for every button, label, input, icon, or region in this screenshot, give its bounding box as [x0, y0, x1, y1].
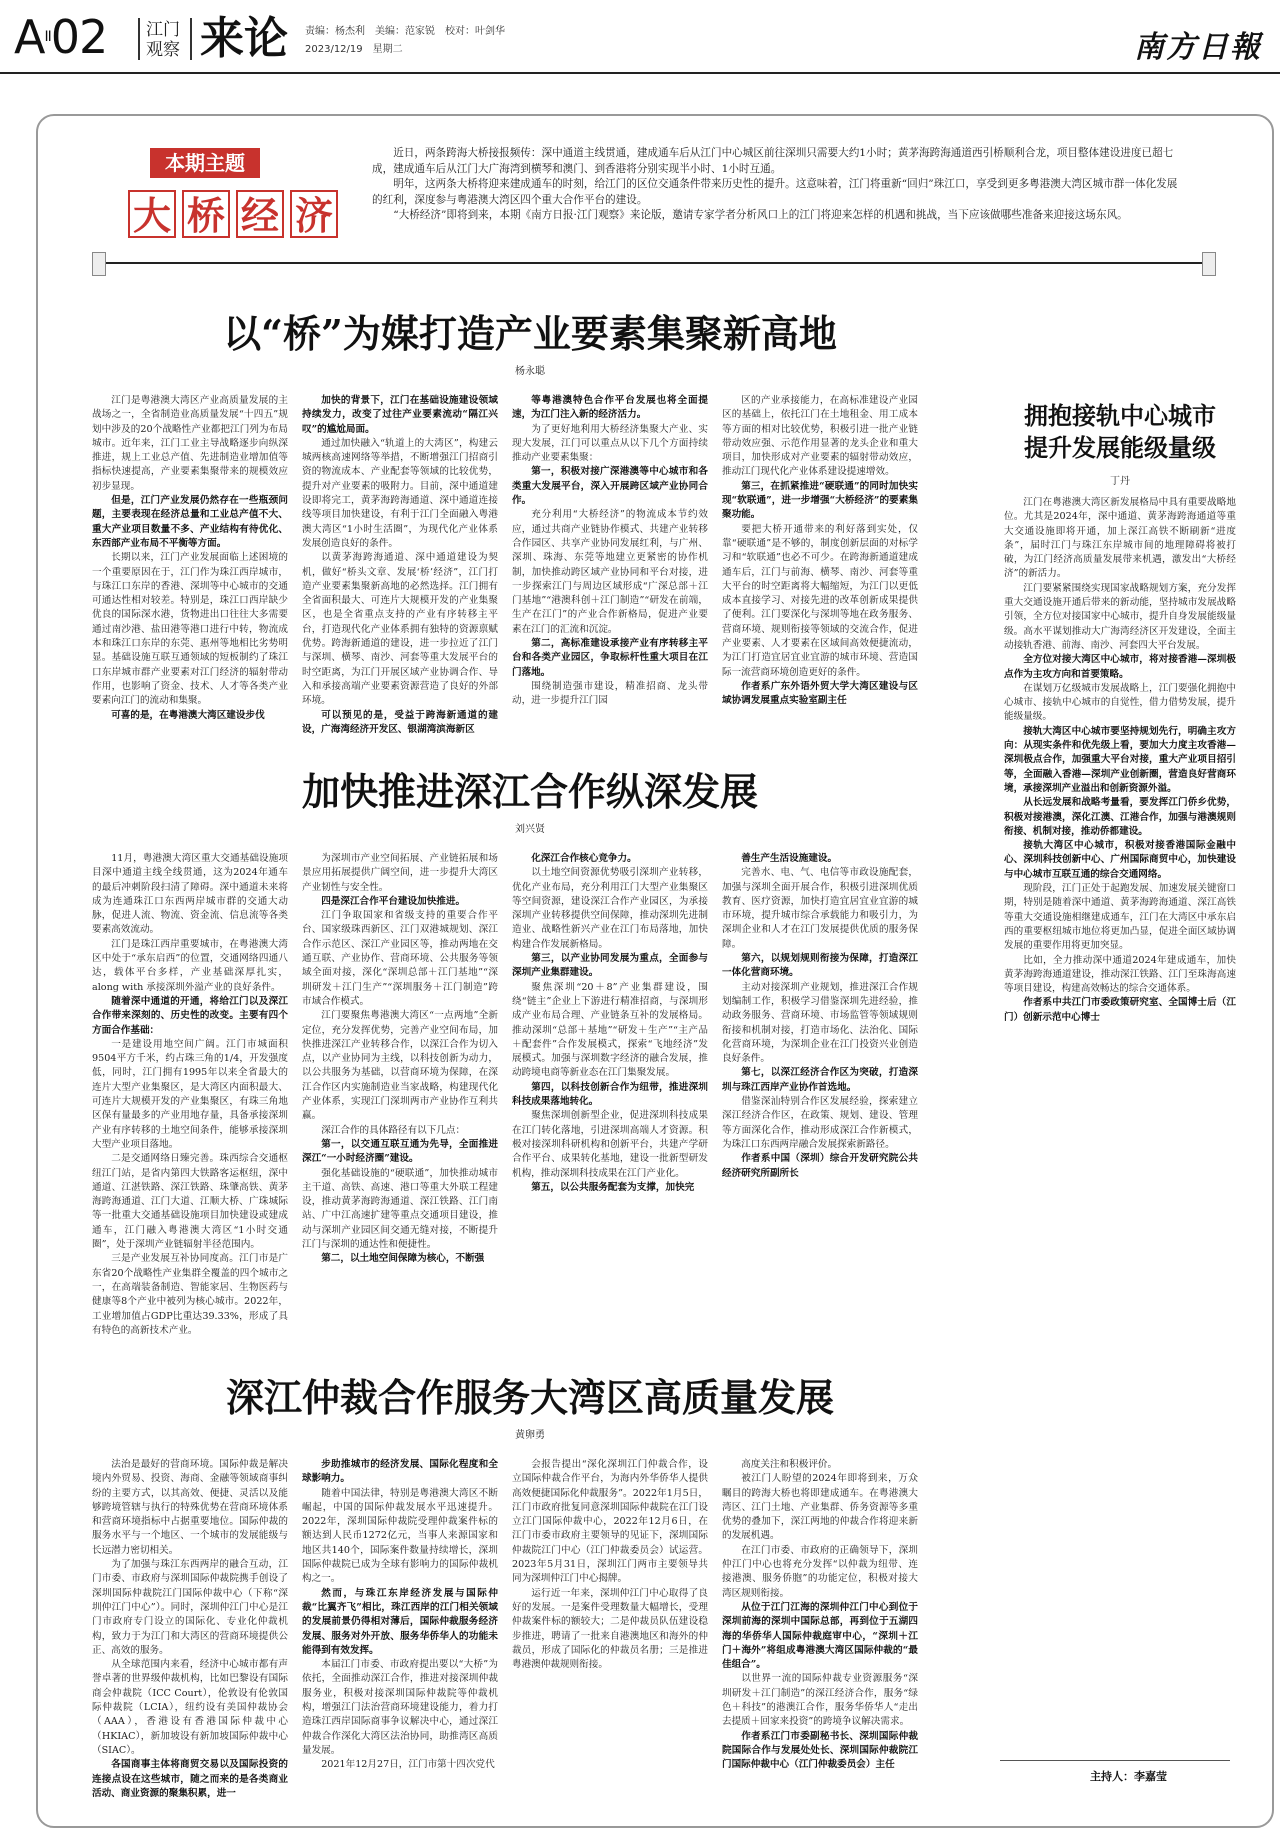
- paragraph: 比如，全力推动深中通道2024年建成通车，加快黄茅海跨海通道建设，推动深江铁路、江门至珠海高速等项目建设，构建高效畅达的综合交通体系。: [1004, 954, 1236, 995]
- article-3-byline: 黄卵勇: [515, 1430, 545, 1441]
- ribbon-end: [92, 252, 106, 276]
- paragraph: 二是交通网络日臻完善。珠西综合交通枢纽江门站，是省内第四大铁路客运枢纽，深中通道、江湛铁路、深江铁路、珠肇高铁、黄茅海跨海通道、江门大道、江顺大桥、广珠城际等一批重大交通基础设施项目加快建设或建成通车，江门融入粤港澳大湾区“1小时交通圈”，处于深圳产业链辐射半径范围内。: [92, 1153, 288, 1251]
- masthead-divider: [138, 18, 140, 60]
- bold-paragraph: 善生产生活设施建设。: [741, 853, 838, 864]
- bold-paragraph: 第六，以规划规则衔接为保障，打造深江一体化营商环境。: [722, 953, 918, 979]
- sidebar-title: [1000, 400, 1240, 464]
- bold-paragraph: 作者系江门市委副秘书长、深圳国际仲裁院国际合作与发展处处长、深圳国际仲裁院江门国际仲裁中心（江门仲裁委员会）主任: [722, 1730, 918, 1771]
- paragraph: 现阶段，江门正处于起跑发展、加速发展关键窗口期，特别是随着深中通道、黄茅海跨海通道、深江高铁等重大交通设施相继建成通车，江门在大湾区中承东启西的重要枢纽城市地位将更加凸显，促进全面区域协调发展的重要作用将更加突显。: [1004, 883, 1236, 952]
- bold-paragraph: 可以预见的是，受益于跨海新通道的建设，广海湾经济开发区、银湖湾滨海新区: [302, 709, 498, 735]
- bold-paragraph: 接轨大湾区中心城市要坚持规划先行，明确主攻方向：从现实条件和优先级上看，要加大力度主攻香港—深圳极点合作，加强重大平台对接，重大产业项目招引等，全面融入香港—深圳产业创新圈，营造良好营商环境，承接深圳产业溢出和创新资源外溢。: [1004, 725, 1236, 794]
- page-subscript: II: [44, 29, 51, 45]
- bold-paragraph: 第三，在抓紧推进“硬联通”的同时加快实现“软联通”，进一步增强“大桥经济”的要素集聚功能。: [722, 480, 918, 521]
- paragraph: 要把大桥开通带来的利好落到实处，仅靠“硬联通”是不够的，制度创新层面的对标学习和“软联通”也必不可少。在跨海新通道建成通车后，江门与前海、横琴、南沙、河套等重大平台的时空距离将大幅缩短，为江门以更低成本直接学习、对接先进的改革创新成果提供了便利。江门要深化与深圳等地在政务服务、营商环境、规则衔接等领域的交流合作，促进产业要素、人才要素在区域间高效便捷流动，为江门打造宜居宜业宜游的城市环境、营造国际一流营商环境创造更好的条件。: [722, 523, 918, 678]
- paragraph: 11月，粤港澳大湾区重大交通基础设施项目深中通道主线全线贯通，这为2024年通车的最后冲刺阶段扫清了障碍。深中通道未来将成为连通珠江口东西两岸城市群的交通大动脉，促进人流、物流、资金流、信息流等各类要素高效流动。: [92, 853, 288, 936]
- paragraph: 本届江门市委、市政府提出要以“大桥”为依托，全面推动深江合作，推进对接深圳仲裁服务业，积极对接深圳国际仲裁院等仲裁机构，增强江门法治营商环境建设能力，着力打造珠江西岸国际商事争议解决中心，通过深江仲裁合作深化大湾区法治协同，助推湾区高质量发展。: [302, 1659, 498, 1756]
- bold-paragraph: 化深江合作核心竞争力。: [531, 853, 637, 864]
- paragraph: 江门在粤港澳大湾区新发展格局中具有重要战略地位。尤其是2024年，深中通道、黄茅海跨海通道等重大交通设施即将开通，加上深江高铁不断刷新“进度条”，届时江门与珠江东岸城市间的地理障碍将被打破，为江门经济高质量发展带来机遇，激发出“大桥经济”的新活力。: [1004, 497, 1236, 580]
- article-3-title: 深江仲裁合作服务大湾区高质量发展: [225, 1375, 834, 1420]
- article-3-column-4: [722, 1458, 918, 1798]
- ribbon-divider: [98, 262, 1208, 264]
- paragraph: 在江门市委、市政府的正确领导下，深圳仲江门中心也将充分发挥“以仲裁为纽带、连接港澳、服务侨胞”的功能定位，积极对接大湾区规则衔接。: [722, 1544, 918, 1599]
- bold-paragraph: 可喜的是，在粤港澳大湾区建设步伐: [111, 709, 265, 721]
- paragraph: 通过加快融入“轨道上的大湾区”，构建云城两核高速网络等举措，不断增强江门招商引资的物流成本、产业配套等领域的比较优势，提升对产业要素的吸附力。目前，深中通道建设即将完工，黄茅海跨海通道、深中通道连接线等项目加快建设，有利于江门全面融入粤港澳大湾区“1小时生活圈”，为现代化产业体系发展创造良好的条件。: [302, 437, 498, 549]
- paragraph: 区的产业承接能力，在高标准建设产业园区的基础上，依托江门在土地租金、用工成本等方面的相对比较优势，积极引进一批产业链带动效应强、示范作用显著的龙头企业和重大项目，加快形成对产业要素的辐射带动效应，推动江门现代化产业体系建设提速增效。: [722, 395, 918, 478]
- bold-paragraph: 第二，高标准建设承接产业有序转移主平台和各类产业园区，争取标杆性重大项目在江门落地。: [512, 638, 708, 678]
- paragraph: 会报告提出“深化深圳江门仲裁合作，设立国际仲裁合作平台，为海内外华侨华人提供高效便捷国际化仲裁服务”。2022年1月5日，江门市政府批复同意深圳国际仲裁院在江门设立江门国际仲裁中心，2022年12月6日，在江门市委市政府主要领导的见证下，深圳国际仲裁院江门中心（江门仲裁委员会）试运营。2023年5月31日，深圳江门两市主要领导共同为深圳仲江门中心揭牌。: [512, 1459, 708, 1585]
- paragraph: 聚焦深圳创新型企业，促进深圳科技成果在江门转化落地，引进深圳高端人才资源。积极对接深圳科研机构和创新平台，共建产学研合作平台、成果转化基地，建设一批新型研发机构，推动深圳科技成果在江门产业化。: [512, 1110, 708, 1179]
- page-number-digits: 02: [50, 10, 108, 64]
- intro-paragraph: “大桥经济”即将到来，本期《南方日报·江门观察》来论版，邀请专家学者分析风口上的江门将迎来怎样的机遇和挑战，当下应该做哪些准备来迎接这场东风。: [393, 209, 1128, 221]
- article-1-byline: 杨永聪: [515, 366, 545, 377]
- paragraph: 江门是珠江西岸重要城市，在粤港澳大湾区中处于“承东启西”的位置，交通网络四通八达，载体平台多样，产业基础深厚扎实，along with 承接深圳外溢产业的良好条件。: [92, 938, 288, 993]
- theme-intro: [372, 146, 1180, 224]
- theme-tag: 本期主题: [150, 148, 260, 178]
- sidebar-column: [1004, 496, 1236, 1748]
- bold-paragraph: 第七，以深江经济合作区为突破，打造深圳与珠江西岸产业协作首选地。: [722, 1067, 918, 1093]
- paragraph: 2021年12月27日，江门市第十四次党代: [321, 1759, 495, 1771]
- article-1-column-1: [92, 394, 288, 748]
- article-3-column-2: [302, 1458, 498, 1798]
- bold-paragraph: 加快的背景下，江门在基础设施建设领域持续发力，改变了过往产业要素流动“隔江兴叹”的尴尬局面。: [302, 395, 498, 435]
- article-3-column-1: [92, 1458, 288, 1798]
- article-2-column-4: [722, 852, 918, 1342]
- paragraph: 为深圳市产业空间拓展、产业链拓展和场景应用拓展提供广阔空间，进一步提升大湾区产业韧性与安全性。: [302, 853, 498, 893]
- paragraph: 借鉴深汕特别合作区发展经验，探索建立深江经济合作区，在政策、规划、建设、管理等方面深化合作，推动形成深江合作新模式，为珠江口东西两岸融合发展探索新路径。: [722, 1096, 918, 1150]
- bold-paragraph: 各国商事主体将商贸交易以及国际投资的连接点设在这些城市，随之而来的是各类商业活动、商业资源的聚集积累，进一: [92, 1759, 288, 1798]
- article-1-title: 以“桥”为媒打造产业要素集聚新高地: [223, 311, 837, 356]
- article-2-byline: 刘兴贤: [515, 824, 545, 835]
- bold-paragraph: 等粤港澳特色合作平台发展也将全面提速，为江门注入新的经济活力。: [512, 395, 708, 421]
- bold-paragraph: 第一，积极对接广深港澳等中心城市和各类重大发展平台，深入开展跨区域产业协同合作。: [512, 466, 708, 507]
- bold-paragraph: 作者系广东外语外贸大学大湾区建设与区域协调发展重点实验室副主任: [722, 680, 918, 707]
- paragraph: 充分利用“大桥经济”的物流成本节约效应，通过共商产业链协作模式、共建产业转移合作园区、共享产业协同发展红利，与广州、深圳、珠海、东莞等地建立更紧密的协作机制，加快推动跨区域产业协同和平台对接，进一步探索江门与周边区域形成“广深总部＋江门基地”“港澳科创＋江门制造”“研发在前端，生产在江门”的产业合作新格局，促进产业要素在江门的汇流和沉淀。: [512, 509, 708, 635]
- bold-paragraph: 随着深中通道的开通，将给江门以及深江合作带来深刻的、历史性的改变。主要有四个方面合作基础：: [92, 995, 288, 1036]
- article-1-column-3: [512, 394, 708, 748]
- intro-paragraph: 明年，这两条大桥将迎来建成通车的时刻，给江门的区位交通条件带来历史性的提升。这意味着，江门将重新“回归”珠江口，享受到更多粤港澳大湾区城市群一体化发展的红利，深度参与粤港澳大湾区四个重大合作平台的建设。: [372, 178, 1178, 206]
- paragraph: 随着中国法律，特别是粤港澳大湾区不断崛起，中国的国际仲裁发展水平迅速提升。2022年，深圳国际仲裁院受理仲裁案件标的额达到人民币1272亿元，当事人来源国家和地区共140个，国际案件数量持续增长，深圳国际仲裁院已成为全球有影响力的国际仲裁机构之一。: [302, 1487, 498, 1585]
- bold-paragraph: 然而，与珠江东岸经济发展与国际仲裁“比翼齐飞”相比，珠江西岸的江门相关领域的发展前景仍得相对薄后，国际仲裁服务经济发展、服务对外开放、服务华侨华人的功能未能得到有效发挥。: [302, 1587, 498, 1656]
- paragraph: 一是建设用地空间广阔。江门市城面积9504平方千米，约占珠三角的1/4，开发强度低，同时，江门拥有1995年以来全省最大的连片大型产业集聚区，是大湾区内面积最大、可连片大规模开发的产业集聚区，有珠三角地区保有量最多的产业用地存量，具备承接深圳产业有序转移的土地空间条件，能够承接深圳大型产业项目落地。: [92, 1038, 288, 1150]
- bold-paragraph: 四是深江合作平台建设加快推进。: [321, 895, 466, 907]
- paragraph: 主动对接深圳产业规划，推进深江合作规划编制工作，积极学习借鉴深圳先进经验，推动政务服务、营商环境、市场监管等领域规则衔接和机制对接，打造市场化、法治化、国际化营商环境，为深圳企业在江门投资兴业创造良好条件。: [722, 981, 918, 1065]
- bold-paragraph: 从位于江门江海的深圳仲江门中心到位于深圳前海的深圳中国际总部，再到位于五湖四海的华侨华人国际仲裁庭审中心，“深圳＋江门＋海外”将组成粤港澳大湾区国际仲裁的“最佳组合”。: [722, 1601, 918, 1671]
- theme-char: 大: [128, 190, 176, 238]
- paragraph: 为了更好地利用大桥经济集聚大产业、实现大发展，江门可以重点从以下几个方面持续推动产业要素集聚：: [512, 423, 708, 464]
- intro-paragraph: 近日，两条跨海大桥接报频传：深中通道主线贯通，建成通车后从江门中心城区前往深圳只需要大约1小时；黄茅海跨海通道西引桥顺利合龙，项目整体建设进度已超七成，建成通车后从江门大广海湾到横琴和澳门、到香港将分别实现半小时、1小时互通。: [372, 147, 1174, 175]
- page-credits: 责编：杨杰利 美编：范家锐 校对：叶剑华: [305, 26, 505, 37]
- theme-char: 经: [236, 190, 284, 238]
- paragraph: 江门要聚焦粤港澳大湾区“一点两地”全新定位，充分发挥优势，完善产业空间布局，加快推进深江产业转移合作，以深江合作为切入点，以产业协同为主线，以科技创新为动力，以公共服务为基础，以营商环境为保障，在深江合作区内实施制造业当家战略，构建现代化产业体系，实现江门深圳两市产业协作互利共赢。: [302, 1010, 498, 1122]
- paragraph: 运行近一年来，深圳仲江门中心取得了良好的发展。一是案件受理数量大幅增长，受理仲裁案件标的额较大；二是仲裁员队伍建设稳步推进，聘请了一批来自港澳地区和海外的仲裁员，形成了国际化的仲裁员名册；三是推进粤港澳仲裁规则衔接。: [512, 1587, 708, 1671]
- bold-paragraph: 从长远发展和战略考量看，要发挥江门侨乡优势，积极对接港澳，深化江澳、江港合作，加强与港澳规则衔接、机制对接，推动侨都建设。: [1004, 797, 1236, 837]
- bold-paragraph: 作者系中国（深圳）综合开发研究院公共经济研究所副所长: [722, 1153, 918, 1179]
- paragraph: 以黄茅海跨海通道、深中通道建设为契机，做好“桥头文章、发展‘桥’经济”，江门打造产业要素集聚新高地的必然选择。江门拥有全省面积最大、可连片大规模开发的产业集聚区，也是全省重点支持的产业有序转移主平台，打造现代化产业体系拥有独特的资源禀赋优势。跨海新通道的建设，进一步拉近了江门与深圳、横琴、南沙、河套等重大发展平台的时空距离，为江门开展区域产业协调合作、导入和承接高端产业要素资源营造了良好的外部环境。: [302, 552, 498, 707]
- paragraph: 聚焦深圳“20＋8”产业集群建设，围绕“链主”企业上下游进行精准招商，与深圳形成产业布局合理、产业链条互补的发展格局。推动深圳“总部＋基地”“研发＋生产”“主产品＋配套件”合作发展模式，探索“飞地经济”发展模式。加强与深圳数字经济的融合发展，推动跨境电商等新业态在江门集聚发展。: [512, 981, 708, 1079]
- bold-paragraph: 接轨大湾区中心城市，积极对接香港国际金融中心、深圳科技创新中心、广州国际商贸中心，加快建设与中心城市互联互通的综合交通网络。: [1004, 840, 1236, 880]
- page-date: 2023/12/19 星期二: [305, 44, 403, 55]
- paragraph: 长期以来，江门产业发展面临上述困境的一个重要原因在于，江门作为珠江西岸城市，与珠江口东岸的香港、深圳等中心城市的交通可通达性相对较差。特别是，珠江口西岸缺少优良的国际深水港，货物进出口往往大多需要通过南沙港、盐田港等港口进行中转，物流成本和珠江口东岸的东莞、惠州等地相比劣势明显。基础设施互联互通领域的短板制约了珠江口东岸城市群产业要素对江门经济的辐射带动作用，也影响了资金、技术、人才等各类产业要素向江门的流动和集聚。: [92, 552, 288, 707]
- page-number: [14, 10, 108, 64]
- section-label-line-2: 观察: [146, 40, 180, 60]
- column-editor: 主持人：李嘉莹: [1090, 1770, 1167, 1783]
- paragraph: 以世界一流的国际仲裁专业资源服务“深圳研发＋江门制造”的深江经济合作，服务“绿色＋科技”的港澳江合作，服务华侨华人“走出去提质＋回家来投资”的跨境争议解决需求。: [722, 1673, 918, 1728]
- section-title: 来论: [200, 13, 288, 64]
- paragraph: 江门要紧紧围绕实现国家战略规划方案，充分发挥重大交通设施开通后带来的新动能，坚持城市发展战略引领，全方位对接国家中心城市，提升自身发展能级量级。高水平谋划推动大广海湾经济区开发建设，全面主动接轨香港、前海、南沙、河套四大平台发展。: [1004, 582, 1236, 651]
- article-1-column-2: [302, 394, 498, 748]
- ribbon-end: [1202, 252, 1216, 276]
- paragraph: 江门争取国家和省级支持的重要合作平台、国家级珠西新区、江门双港城规划、深江合作示范区、深江产业园区等，推动两地在交通互联、产业协作、营商环境、公共服务等领域全面对接，深化“深圳总部＋江门基地”“深圳研发＋江门生产”“深圳服务＋江门制造”跨市域合作模式。: [302, 910, 498, 1007]
- paragraph: 江门是粤港澳大湾区产业高质量发展的主战场之一，全省制造业高质量发展“十四五”规划中涉及的20个战略性产业都把江门列为布局城市。近年来，江门工业主导战略逐步向纵深推进，规上工业总产值、先进制造业增加值等指标快速提高，产业要素集聚带来的规模效应初步显现。: [92, 395, 288, 492]
- newspaper-logo: 南方日報: [1134, 30, 1262, 65]
- article-2-title: 加快推进深江合作纵深发展: [301, 769, 758, 814]
- masthead-divider: [190, 18, 192, 60]
- paragraph: 以土地空间资源优势吸引深圳产业转移，优化产业布局，充分利用江门大型产业集聚区等空间资源，建设深江合作产业园区，为承接深圳产业转移提供空间保障，推动深圳先进制造业、战略性新兴产业在江门布局落地，加快构建合作发展新格局。: [512, 867, 708, 950]
- article-2-column-2: [302, 852, 498, 1342]
- bold-paragraph: 作者系中共江门市委政策研究室、全国博士后（江门）创新示范中心博士: [1004, 997, 1236, 1023]
- paragraph: 在谋划万亿级城市发展战略上，江门要强化拥抱中心城市、接轨中心城市的自觉性，借力借势发展，提升能级量级。: [1004, 682, 1236, 723]
- paragraph: 从全球范围内来看，经济中心城市都有声誉卓著的世界级仲裁机构，比如巴黎设有国际商会仲裁院（ICC Court），伦敦设有伦敦国际仲裁院（LCIA），纽约设有美国仲裁协会（AAA），香港设有香港国际仲裁中心（HKIAC），新加坡设有新加坡国际仲裁中心（SIAC）。: [92, 1659, 288, 1756]
- paragraph: 法治是最好的营商环境。国际仲裁是解决境内外贸易、投资、海商、金融等领域商事纠纷的主要方式，以其高效、便捷、灵活以及能够跨境管辖与执行的特殊优势在营商环境体系和营商环境指标中占据重要地位。国际仲裁的服务水平与一个地区、一个城市的发展能级与长远潜力密切相关。: [92, 1459, 288, 1556]
- masthead-rule: [0, 72, 1280, 74]
- paragraph: 强化基础设施的“硬联通”，加快推动城市主干道、高铁、高速、港口等重大外联工程建设，推动黄茅海跨海通道、深江铁路、江门南站、广中江高速扩建等重点交通项目建设，推动与深圳产业园区间交通无缝对接，不断提升江门与深圳的通达性和便捷性。: [302, 1167, 498, 1251]
- sidebar-title-line: 提升发展能级量级: [1024, 433, 1216, 462]
- paragraph: 围绕制造强市建设，精准招商、龙头带动，进一步提升江门园: [512, 680, 708, 707]
- sidebar-byline: 丁丹: [1110, 476, 1130, 487]
- sidebar-title-line: 拥抱接轨中心城市: [1024, 401, 1216, 430]
- paragraph: 被江门人盼望的2024年即将到来，万众瞩目的跨海大桥也将即建成通车。在粤港澳大湾区、江门土地、产业集群、侨务资源等多重优势的叠加下，深江两地的仲裁合作将迎来新的发展机遇。: [722, 1473, 918, 1542]
- bold-paragraph: 第四，以科技创新合作为纽带，推进深圳科技成果落地转化。: [512, 1081, 708, 1108]
- theme-char: 桥: [182, 190, 230, 238]
- bold-paragraph: 第五，以公共服务配套为支撑，加快完: [531, 1181, 695, 1193]
- paragraph: 为了加强与珠江东西两岸的融合互动，江门市委、市政府与深圳国际仲裁院携手创设了深圳国际仲裁院江门国际仲裁中心（下称“深圳仲江门中心”）。同时，深圳仲江门中心是江门市政府专门设立的国际化、专业化仲裁机构，致力于为江门和大湾区的营商环境提供公正、高效的服务。: [92, 1559, 288, 1656]
- bold-paragraph: 第一，以交通互联互通为先导，全面推进深江“一小时经济圈”建设。: [302, 1138, 498, 1165]
- bold-paragraph: 第二，以土地空间保障为核心，不断强: [321, 1253, 485, 1265]
- paragraph: 完善水、电、气、电信等市政设施配套，加强与深圳全面开展合作，积极引进深圳优质教育、医疗资源，加快打造宜居宜业宜游的城市环境，提升城市综合承载能力和吸引力，为深圳企业和人才在江门发展提供优质的服务保障。: [722, 867, 918, 950]
- section-label-line-1: 江门: [146, 20, 180, 40]
- article-2-column-1: [92, 852, 288, 1342]
- paragraph: 三是产业发展互补协同度高。江门市是广东省20个战略性产业集群全覆盖的四个城市之一，在高端装备制造、智能家居、生物医药与健康等8个产业中被列为核心城市。2022年，工业增加值占GDP比重达39.33%，形成了具有特色的高新技术产业。: [92, 1253, 288, 1336]
- theme-char: 济: [290, 190, 338, 238]
- theme-title: [128, 190, 338, 242]
- paragraph: 深江合作的具体路径有以下几点：: [321, 1124, 466, 1136]
- article-2-column-3: [512, 852, 708, 1342]
- editor-rule: [1000, 1760, 1230, 1761]
- bold-paragraph: 第三，以产业协同发展为重点，全面参与深圳产业集群建设。: [512, 953, 708, 979]
- bold-paragraph: 全方位对接大湾区中心城市，将对接香港—深圳极点作为主攻方向和首要策略。: [1004, 654, 1236, 680]
- bold-paragraph: 但是，江门产业发展仍然存在一些瓶颈问题，主要表现在经济总量和工业总产值不大、重大产业项目数量不多、产业结构有待优化、东西部产业布局不平衡等方面。: [92, 495, 288, 549]
- article-3-column-3: [512, 1458, 708, 1798]
- paragraph: 高度关注和积极评价。: [741, 1459, 838, 1470]
- section-label-small: [146, 20, 180, 60]
- bold-paragraph: 步助推城市的经济发展、国际化程度和全球影响力。: [302, 1459, 498, 1485]
- article-1-column-4: [722, 394, 918, 748]
- page-letter: A: [14, 10, 45, 64]
- masthead: [0, 0, 1280, 70]
